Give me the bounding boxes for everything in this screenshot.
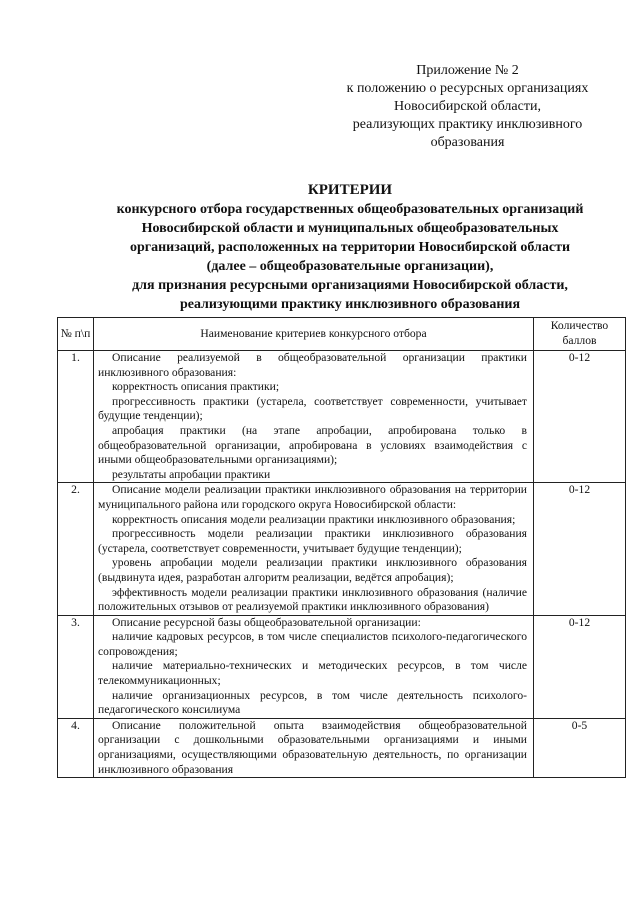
- criteria-title: Описание ресурсной базы общеобразовательной организации:: [112, 615, 421, 629]
- appendix-line: образования: [430, 135, 505, 150]
- criteria-item: результаты апробации практики: [112, 467, 271, 481]
- table-row: [58, 483, 626, 615]
- table-row: [58, 615, 626, 718]
- criteria-item: наличие кадровых ресурсов, в том числе специалистов психолого-педагогического сопровождения;: [98, 630, 527, 658]
- header-name: Наименование критериев конкурсного отбора: [94, 318, 534, 351]
- row-criteria: [94, 483, 534, 615]
- table-row: [58, 351, 626, 483]
- row-num: 4.: [58, 718, 94, 777]
- header-num: № п\п: [58, 318, 94, 351]
- title-main: КРИТЕРИИ: [307, 182, 393, 198]
- criteria-item: уровень апробации модели реализации практики инклюзивного образования (выдвинута идея, разработан алгоритм реализации, ведётся апробация);: [98, 556, 527, 584]
- appendix-line: Приложение № 2: [416, 63, 519, 78]
- appendix-header: [330, 62, 605, 152]
- row-num: 2.: [58, 483, 94, 615]
- title-line: реализующими практику инклюзивного образования: [179, 297, 521, 312]
- table-header-row: [58, 318, 626, 351]
- row-num: 1.: [58, 351, 94, 483]
- appendix-line: к положению о ресурсных организациях: [346, 81, 589, 96]
- document-title: [60, 181, 640, 314]
- row-criteria: [94, 718, 534, 777]
- criteria-title: Описание модели реализации практики инклюзивного образования на территории муниципального района или городского округа Новосибирской области:: [98, 483, 527, 511]
- title-line: организаций, расположенных на территории Новосибирской области: [129, 240, 571, 255]
- row-num: 3.: [58, 615, 94, 718]
- appendix-line: реализующих практику инклюзивного: [352, 117, 583, 132]
- row-score: 0-12: [534, 483, 626, 615]
- row-score: 0-12: [534, 615, 626, 718]
- criteria-item: прогрессивность модели реализации практики инклюзивного образования (устарела, соответствует современности, учитывает будущие тенденции);: [98, 527, 527, 555]
- row-score: 0-5: [534, 718, 626, 777]
- title-line: конкурсного отбора государственных общеобразовательных организаций: [116, 202, 584, 217]
- criteria-item: корректность описания модели реализации практики инклюзивного образования;: [112, 512, 516, 526]
- title-line: для признания ресурсными организациями Новосибирской области,: [132, 278, 568, 293]
- criteria-item: корректность описания практики;: [112, 380, 280, 394]
- row-criteria: [94, 615, 534, 718]
- criteria-title: Описание положительной опыта взаимодействия общеобразовательной организации с дошкольными образовательными организациями и иными организациями, осуществляющими образовательную деятельность, по организации инклюзивного образования: [98, 718, 527, 776]
- table-row: [58, 718, 626, 777]
- header-score: Количество баллов: [534, 318, 626, 351]
- criteria-item: эффективность модели реализации практики инклюзивного образования (наличие положительных отзывов от реализуемой практики инклюзивного образования): [98, 585, 527, 614]
- row-score: 0-12: [534, 351, 626, 483]
- criteria-table: [57, 317, 626, 778]
- criteria-item: наличие организационных ресурсов, в том числе деятельность психолого-педагогического консилиума: [98, 688, 527, 717]
- criteria-item: наличие материально-технических и методических ресурсов, в том числе телекоммуникационных;: [98, 659, 527, 688]
- criteria-item: апробация практики (на этапе апробации, апробирована только в общеобразовательной организации, апробирована в условиях взаимодействия с иными общеобразовательными организациями);: [98, 423, 527, 467]
- row-criteria: [94, 351, 534, 483]
- criteria-title: Описание реализуемой в общеобразовательной организации практики инклюзивного образования:: [98, 351, 527, 379]
- title-line: Новосибирской области и муниципальных общеобразовательных: [141, 221, 559, 236]
- criteria-item: прогрессивность практики (устарела, соответствует современности, учитывает будущие тенденции);: [98, 394, 527, 423]
- appendix-line: Новосибирской области,: [394, 99, 541, 114]
- title-line: (далее – общеобразовательные организации),: [206, 259, 494, 274]
